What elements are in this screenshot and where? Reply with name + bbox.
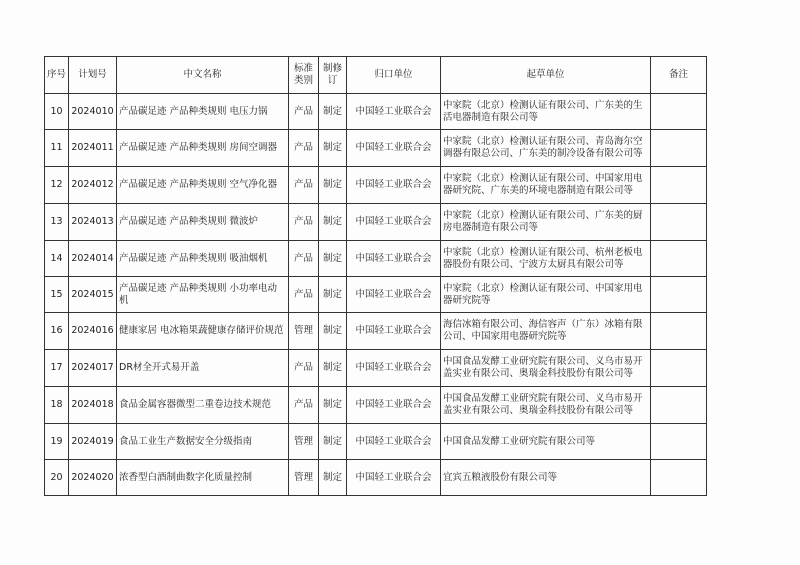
cell-revision-type: 制定 xyxy=(319,460,347,496)
cell-remarks xyxy=(651,387,707,424)
cell-responsible-unit: 中国轻工业联合会 xyxy=(347,460,441,496)
cell-revision-type: 制定 xyxy=(319,313,347,350)
header-seq: 序号 xyxy=(45,57,69,94)
table-row xyxy=(45,460,707,496)
cell-standard-category: 管理 xyxy=(289,424,319,460)
cell-seq: 10 xyxy=(45,94,69,130)
cell-drafting-units: 海信冰箱有限公司、海信容声（广东）冰箱有限公司、中国家用电器研究院等 xyxy=(441,313,651,350)
cell-responsible-unit: 中国轻工业联合会 xyxy=(347,167,441,204)
cell-drafting-units: 中国食品发酵工业研究院有限公司等 xyxy=(441,424,651,460)
cell-drafting-units: 中家院（北京）检测认证有限公司、中国家用电器研究院、广东美的环境电器制造有限公司等 xyxy=(441,167,651,204)
cell-remarks xyxy=(651,204,707,241)
header-chinese-name: 中文名称 xyxy=(117,57,289,94)
table-row xyxy=(45,241,707,277)
cell-chinese-name: 产品碳足迹 产品种类规则 微波炉 xyxy=(117,204,289,241)
cell-standard-category: 产品 xyxy=(289,204,319,241)
cell-revision-type: 制定 xyxy=(319,167,347,204)
table-row xyxy=(45,424,707,460)
cell-plan-number: 2024014 xyxy=(69,241,117,277)
cell-chinese-name: 产品碳足迹 产品种类规则 空气净化器 xyxy=(117,167,289,204)
cell-chinese-name: 食品金属容器微型二重卷边技术规范 xyxy=(117,387,289,424)
table-row xyxy=(45,94,707,130)
cell-remarks xyxy=(651,424,707,460)
cell-remarks xyxy=(651,167,707,204)
cell-responsible-unit: 中国轻工业联合会 xyxy=(347,277,441,313)
table-row xyxy=(45,277,707,313)
standards-plan-table xyxy=(44,56,707,496)
cell-drafting-units: 宜宾五粮液股份有限公司等 xyxy=(441,460,651,496)
cell-drafting-units: 中国食品发酵工业研究院有限公司、义乌市易开盖实业有限公司、奥瑞金科技股份有限公司等 xyxy=(441,387,651,424)
header-responsible-unit: 归口单位 xyxy=(347,57,441,94)
cell-responsible-unit: 中国轻工业联合会 xyxy=(347,313,441,350)
cell-standard-category: 产品 xyxy=(289,241,319,277)
cell-responsible-unit: 中国轻工业联合会 xyxy=(347,350,441,387)
cell-seq: 17 xyxy=(45,350,69,387)
table-row xyxy=(45,204,707,241)
cell-standard-category: 产品 xyxy=(289,387,319,424)
header-standard-category: 标准类别 xyxy=(289,57,319,94)
cell-plan-number: 2024010 xyxy=(69,94,117,130)
cell-revision-type: 制定 xyxy=(319,204,347,241)
cell-plan-number: 2024020 xyxy=(69,460,117,496)
cell-seq: 18 xyxy=(45,387,69,424)
cell-responsible-unit: 中国轻工业联合会 xyxy=(347,204,441,241)
cell-remarks xyxy=(651,277,707,313)
cell-plan-number: 2024015 xyxy=(69,277,117,313)
cell-chinese-name: 产品碳足迹 产品种类规则 房间空调器 xyxy=(117,130,289,167)
cell-remarks xyxy=(651,94,707,130)
cell-chinese-name: 产品碳足迹 产品种类规则 吸油烟机 xyxy=(117,241,289,277)
cell-chinese-name: 产品碳足迹 产品种类规则 电压力锅 xyxy=(117,94,289,130)
cell-revision-type: 制定 xyxy=(319,424,347,460)
table-row xyxy=(45,387,707,424)
cell-seq: 12 xyxy=(45,167,69,204)
cell-responsible-unit: 中国轻工业联合会 xyxy=(347,424,441,460)
cell-plan-number: 2024018 xyxy=(69,387,117,424)
cell-standard-category: 产品 xyxy=(289,350,319,387)
header-plan-number: 计划号 xyxy=(69,57,117,94)
cell-remarks xyxy=(651,241,707,277)
table-row xyxy=(45,350,707,387)
cell-responsible-unit: 中国轻工业联合会 xyxy=(347,130,441,167)
cell-standard-category: 产品 xyxy=(289,167,319,204)
table-row xyxy=(45,167,707,204)
header-drafting-units: 起草单位 xyxy=(441,57,651,94)
cell-chinese-name: 产品碳足迹 产品种类规则 小功率电动机 xyxy=(117,277,289,313)
cell-responsible-unit: 中国轻工业联合会 xyxy=(347,94,441,130)
cell-revision-type: 制定 xyxy=(319,277,347,313)
cell-seq: 16 xyxy=(45,313,69,350)
cell-drafting-units: 中国食品发酵工业研究院有限公司、义乌市易开盖实业有限公司、奥瑞金科技股份有限公司等 xyxy=(441,350,651,387)
cell-standard-category: 产品 xyxy=(289,94,319,130)
cell-revision-type: 制定 xyxy=(319,350,347,387)
table-row xyxy=(45,313,707,350)
cell-plan-number: 2024017 xyxy=(69,350,117,387)
cell-standard-category: 管理 xyxy=(289,460,319,496)
cell-drafting-units: 中家院（北京）检测认证有限公司、广东美的生活电器制造有限公司等 xyxy=(441,94,651,130)
cell-revision-type: 制定 xyxy=(319,94,347,130)
cell-plan-number: 2024012 xyxy=(69,167,117,204)
table-row xyxy=(45,130,707,167)
cell-remarks xyxy=(651,350,707,387)
cell-plan-number: 2024011 xyxy=(69,130,117,167)
cell-standard-category: 产品 xyxy=(289,277,319,313)
cell-standard-category: 产品 xyxy=(289,130,319,167)
cell-seq: 20 xyxy=(45,460,69,496)
cell-seq: 11 xyxy=(45,130,69,167)
cell-plan-number: 2024013 xyxy=(69,204,117,241)
cell-revision-type: 制定 xyxy=(319,387,347,424)
cell-remarks xyxy=(651,313,707,350)
cell-seq: 19 xyxy=(45,424,69,460)
cell-standard-category: 管理 xyxy=(289,313,319,350)
cell-remarks xyxy=(651,130,707,167)
cell-revision-type: 制定 xyxy=(319,241,347,277)
cell-drafting-units: 中家院（北京）检测认证有限公司、广东美的厨房电器制造有限公司等 xyxy=(441,204,651,241)
cell-seq: 14 xyxy=(45,241,69,277)
cell-responsible-unit: 中国轻工业联合会 xyxy=(347,241,441,277)
cell-drafting-units: 中家院（北京）检测认证有限公司、青岛海尔空调器有限总公司、广东美的制冷设备有限公司等 xyxy=(441,130,651,167)
cell-drafting-units: 中家院（北京）检测认证有限公司、杭州老板电器股份有限公司、宁波方太厨具有限公司等 xyxy=(441,241,651,277)
cell-responsible-unit: 中国轻工业联合会 xyxy=(347,387,441,424)
cell-seq: 13 xyxy=(45,204,69,241)
cell-plan-number: 2024016 xyxy=(69,313,117,350)
cell-remarks xyxy=(651,460,707,496)
header-revision-type: 制修订 xyxy=(319,57,347,94)
cell-chinese-name: 健康家居 电冰箱果蔬健康存储评价规范 xyxy=(117,313,289,350)
cell-chinese-name: 食品工业生产数据安全分级指南 xyxy=(117,424,289,460)
cell-chinese-name: DR材全开式易开盖 xyxy=(117,350,289,387)
table-header-row xyxy=(45,57,707,94)
cell-revision-type: 制定 xyxy=(319,130,347,167)
cell-chinese-name: 浓香型白酒制曲数字化质量控制 xyxy=(117,460,289,496)
cell-plan-number: 2024019 xyxy=(69,424,117,460)
cell-drafting-units: 中家院（北京）检测认证有限公司、中国家用电器研究院等 xyxy=(441,277,651,313)
header-remarks: 备注 xyxy=(651,57,707,94)
cell-seq: 15 xyxy=(45,277,69,313)
